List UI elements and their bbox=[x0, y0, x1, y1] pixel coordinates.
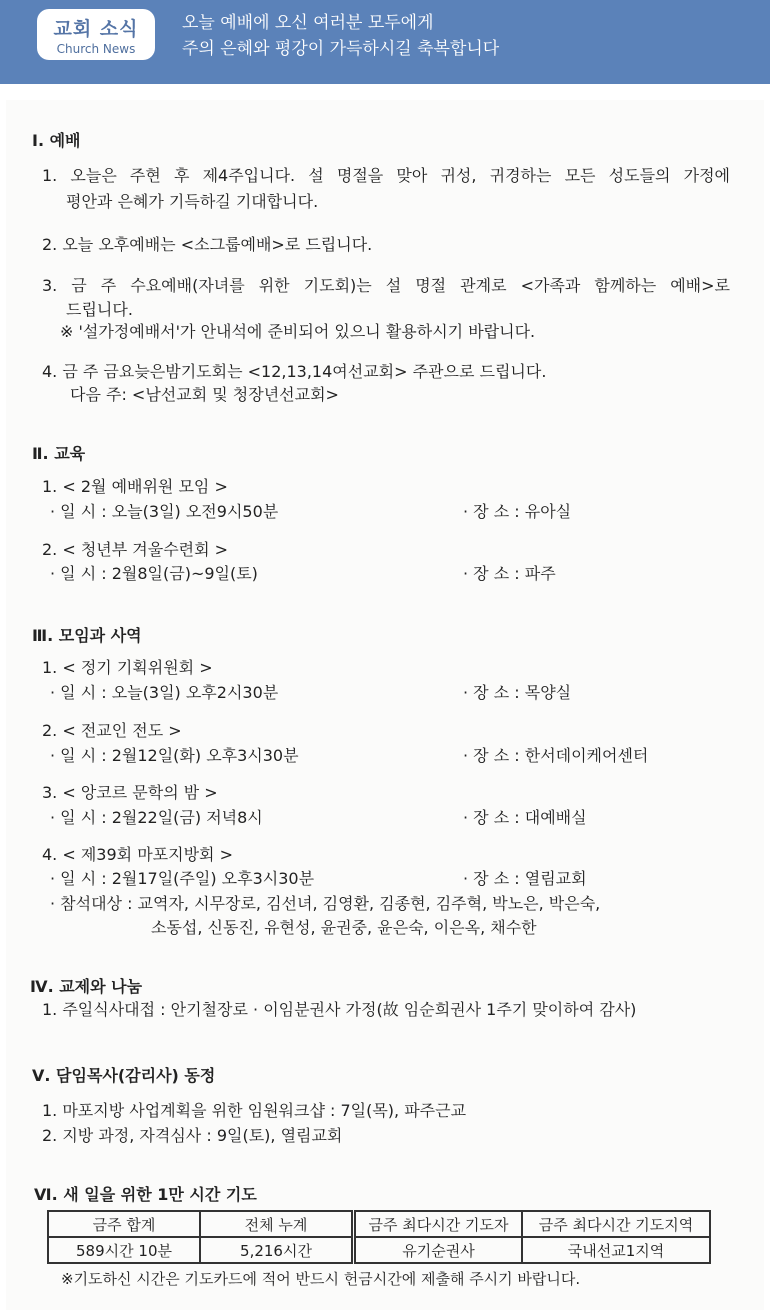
greeting-line-1: 오늘 예배에 오신 여러분 모두에게 bbox=[182, 13, 434, 33]
education-item-2-title: 2. < 청년부 겨울수련회 > bbox=[42, 540, 229, 559]
table-header-cell: 금주 최다시간 기도지역 bbox=[522, 1211, 710, 1237]
worship-item-4-line-1: 4. 금 주 금요늦은밤기도회는 <12,13,14여선교회> 주관으로 드립니다. bbox=[42, 362, 547, 381]
ministry-item-1-title: 1. < 정기 기획위원회 > bbox=[42, 658, 213, 677]
ministry-item-4-place: · 장 소 : 열림교회 bbox=[463, 869, 587, 888]
ministry-item-1-place: · 장 소 : 목양실 bbox=[463, 683, 572, 702]
table-header-cell: 전체 누계 bbox=[200, 1211, 354, 1237]
ministry-item-2-place: · 장 소 : 한서데이케어센터 bbox=[463, 746, 649, 765]
worship-item-4-line-2: 다음 주: <남선교회 및 청장년선교회> bbox=[70, 385, 339, 404]
greeting-text bbox=[182, 10, 499, 62]
worship-item-3-note: ※ '설가정예배서'가 안내석에 준비되어 있으니 활용하시기 바랍니다. bbox=[60, 322, 536, 341]
ministry-item-4-attendees-line-1: · 참석대상 : 교역자, 시무장로, 김선녀, 김영환, 김종현, 김주혁, 박노은, 박은숙, bbox=[50, 894, 601, 913]
ministry-item-3-title: 3. < 앙코르 문학의 밤 > bbox=[42, 783, 218, 802]
table-cell: 589시간 10분 bbox=[48, 1237, 200, 1263]
education-item-2-time: · 일 시 : 2월8일(금)~9일(토) bbox=[50, 564, 258, 583]
section-title-worship: Ⅰ. 예배 bbox=[32, 131, 81, 150]
worship-item-3-line-1: 3. 금 주 수요예배(자녀를 위한 기도회)는 설 명절 관계로 <가족과 함께하는 예배>로 bbox=[42, 276, 730, 295]
table-header-cell: 금주 합계 bbox=[48, 1211, 200, 1237]
fellowship-item-1: 1. 주일식사대접 : 안기철장로 · 이임분권사 가정(故 임순희권사 1주기 맞이하여 감사) bbox=[42, 1000, 637, 1019]
ministry-item-2-title: 2. < 전교인 전도 > bbox=[42, 721, 182, 740]
ministry-item-3-time: · 일 시 : 2월22일(금) 저녁8시 bbox=[50, 808, 263, 827]
education-item-1-place: · 장 소 : 유아실 bbox=[463, 502, 572, 521]
table-header-cell: 금주 최다시간 기도자 bbox=[354, 1211, 523, 1237]
education-item-1-title: 1. < 2월 예배위원 모임 > bbox=[42, 477, 228, 496]
ministry-item-2-time: · 일 시 : 2월12일(화) 오후3시30분 bbox=[50, 746, 299, 765]
church-news-badge bbox=[37, 9, 155, 60]
ministry-item-1-time: · 일 시 : 오늘(3일) 오후2시30분 bbox=[50, 683, 279, 702]
prayer-note: ※기도하신 시간은 기도카드에 적어 반드시 헌금시간에 제출해 주시기 바랍니다. bbox=[61, 1270, 581, 1288]
table-header-row bbox=[48, 1211, 710, 1237]
education-item-2-place: · 장 소 : 파주 bbox=[463, 564, 556, 583]
worship-item-1-line-2: 평안과 은혜가 기득하길 기대합니다. bbox=[66, 192, 319, 211]
pastor-item-1: 1. 마포지방 사업계획을 위한 임원워크샵 : 7일(목), 파주근교 bbox=[42, 1101, 467, 1120]
table-row bbox=[48, 1237, 710, 1263]
section-title-prayer: Ⅵ. 새 일을 위한 1만 시간 기도 bbox=[34, 1185, 257, 1204]
section-title-fellowship: Ⅳ. 교제와 나눔 bbox=[30, 977, 143, 996]
ministry-item-3-place: · 장 소 : 대예배실 bbox=[463, 808, 587, 827]
table-cell: 유기순권사 bbox=[354, 1237, 523, 1263]
worship-item-2: 2. 오늘 오후예배는 <소그룹예배>로 드립니다. bbox=[42, 235, 373, 254]
prayer-table bbox=[47, 1210, 711, 1264]
ministry-item-4-time: · 일 시 : 2월17일(주일) 오후3시30분 bbox=[50, 869, 315, 888]
section-title-ministry: Ⅲ. 모임과 사역 bbox=[32, 626, 142, 645]
table-cell: 5,216시간 bbox=[200, 1237, 354, 1263]
news-header bbox=[0, 0, 770, 84]
section-title-pastor: Ⅴ. 담임목사(감리사) 동정 bbox=[32, 1066, 216, 1085]
worship-item-3-line-2: 드립니다. bbox=[66, 300, 133, 319]
table-cell: 국내선교1지역 bbox=[522, 1237, 710, 1263]
badge-title-ko: 교회 소식 bbox=[53, 18, 139, 40]
greeting-line-2: 주의 은혜와 평강이 가득하시길 축복합니다 bbox=[182, 39, 500, 59]
ministry-item-4-attendees-line-2: 소동섭, 신동진, 유현성, 윤권중, 윤은숙, 이은옥, 채수한 bbox=[151, 918, 537, 937]
pastor-item-2: 2. 지방 과정, 자격심사 : 9일(토), 열림교회 bbox=[42, 1126, 343, 1145]
worship-item-1-line-1: 1. 오늘은 주현 후 제4주입니다. 설 명절을 맞아 귀성, 귀경하는 모든 성도들의 가정에 bbox=[42, 166, 730, 185]
education-item-1-time: · 일 시 : 오늘(3일) 오전9시50분 bbox=[50, 502, 279, 521]
ministry-item-4-title: 4. < 제39회 마포지방회 > bbox=[42, 845, 233, 864]
badge-title-en: Church News bbox=[56, 42, 136, 56]
section-title-education: Ⅱ. 교육 bbox=[32, 444, 86, 463]
